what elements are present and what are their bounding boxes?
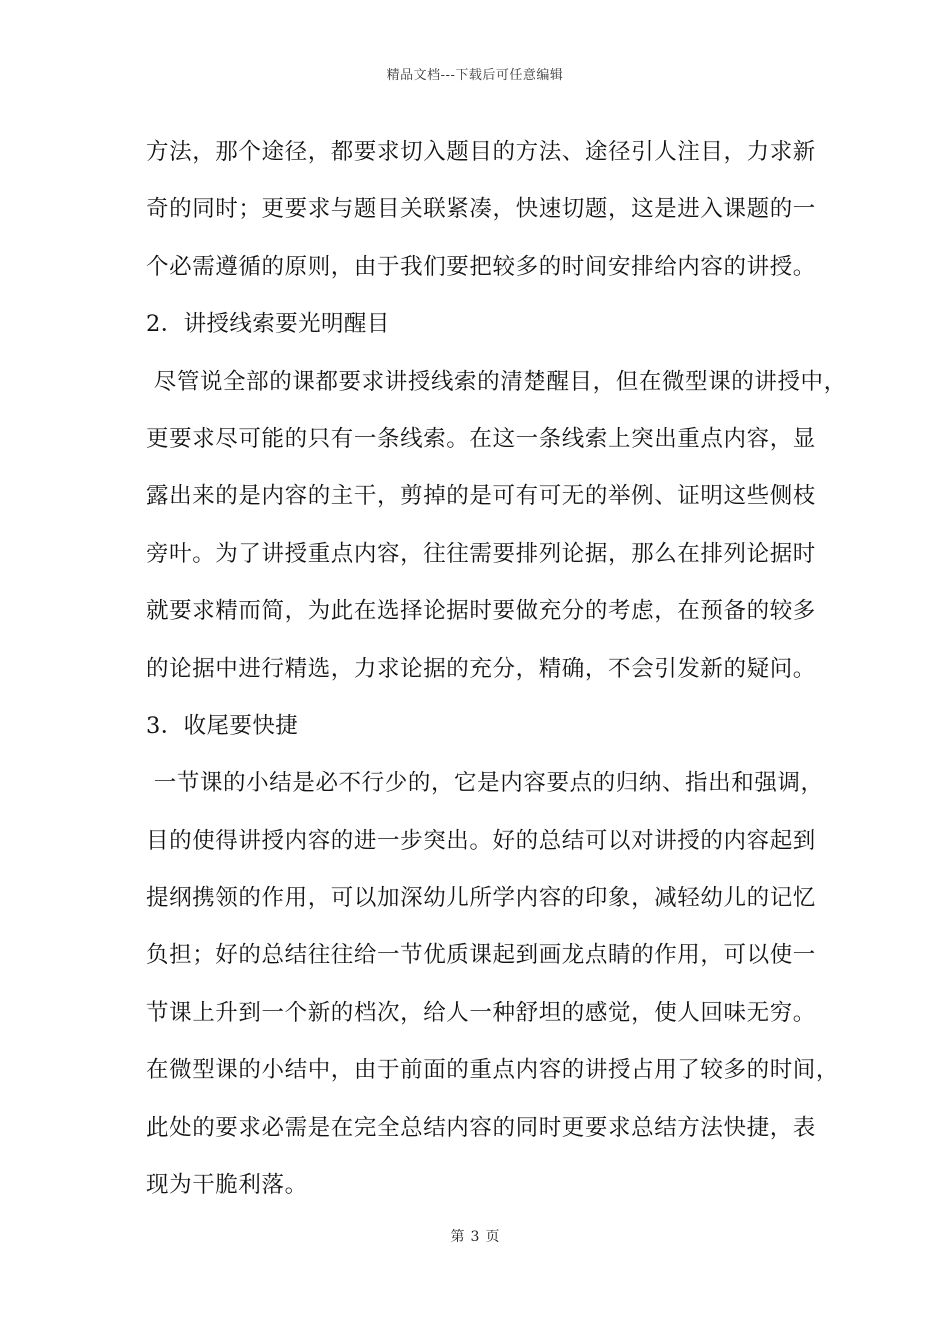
body-line: 个必需遵循的原则，由于我们要把较多的时间安排给内容的讲授。	[146, 253, 816, 280]
body-line: 提纲携领的作用，可以加深幼儿所学内容的印象，减轻幼儿的记忆	[146, 885, 816, 912]
page-suffix: 页	[485, 1229, 500, 1245]
body-line: 的论据中进行精选，力求论据的充分，精确，不会引发新的疑问。	[146, 655, 816, 682]
body-line: 在微型课的小结中，由于前面的重点内容的讲授占用了较多的时间，	[146, 1057, 840, 1084]
body-line: 奇的同时；更要求与题目关联紧凑，快速切题，这是进入课题的一	[146, 196, 816, 223]
section-heading: 2．讲授线索要光明醒目	[146, 311, 390, 338]
body-line: 现为干脆利落。	[146, 1172, 308, 1199]
document-body	[146, 128, 847, 1218]
body-line: 此处的要求必需是在完全总结内容的同时更要求总结方法快捷，表	[146, 1114, 816, 1141]
section-heading: 3．收尾要快捷	[146, 712, 299, 739]
body-line: 就要求精而简，为此在选择论据时要做充分的考虑，在预备的较多	[146, 598, 816, 625]
body-line: 一节课的小结是必不行少的，它是内容要点的归纳、指出和强调，	[146, 770, 824, 797]
page-footer	[0, 1226, 950, 1246]
page-header: 精品文档---下载后可任意编辑	[386, 68, 564, 83]
body-line: 旁叶。为了讲授重点内容，往往需要排列论据，那么在排列论据时	[146, 540, 816, 567]
body-line: 更要求尽可能的只有一条线索。在这一条线索上突出重点内容，显	[146, 425, 816, 452]
page-prefix: 第	[450, 1229, 465, 1245]
body-line: 负担；好的总结往往给一节优质课起到画龙点睛的作用，可以使一	[146, 942, 816, 969]
body-line: 节课上升到一个新的档次，给人一种舒坦的感觉，使人回味无穷。	[146, 999, 816, 1026]
page-number: 3	[470, 1229, 480, 1245]
body-line: 尽管说全部的课都要求讲授线索的清楚醒目，但在微型课的讲授中，	[146, 368, 847, 395]
body-line: 露出来的是内容的主干，剪掉的是可有可无的举例、证明这些侧枝	[146, 483, 816, 510]
body-line: 方法，那个途径，都要求切入题目的方法、途径引人注目，力求新	[146, 139, 816, 165]
body-line: 目的使得讲授内容的进一步突出。好的总结可以对讲授的内容起到	[146, 827, 816, 854]
